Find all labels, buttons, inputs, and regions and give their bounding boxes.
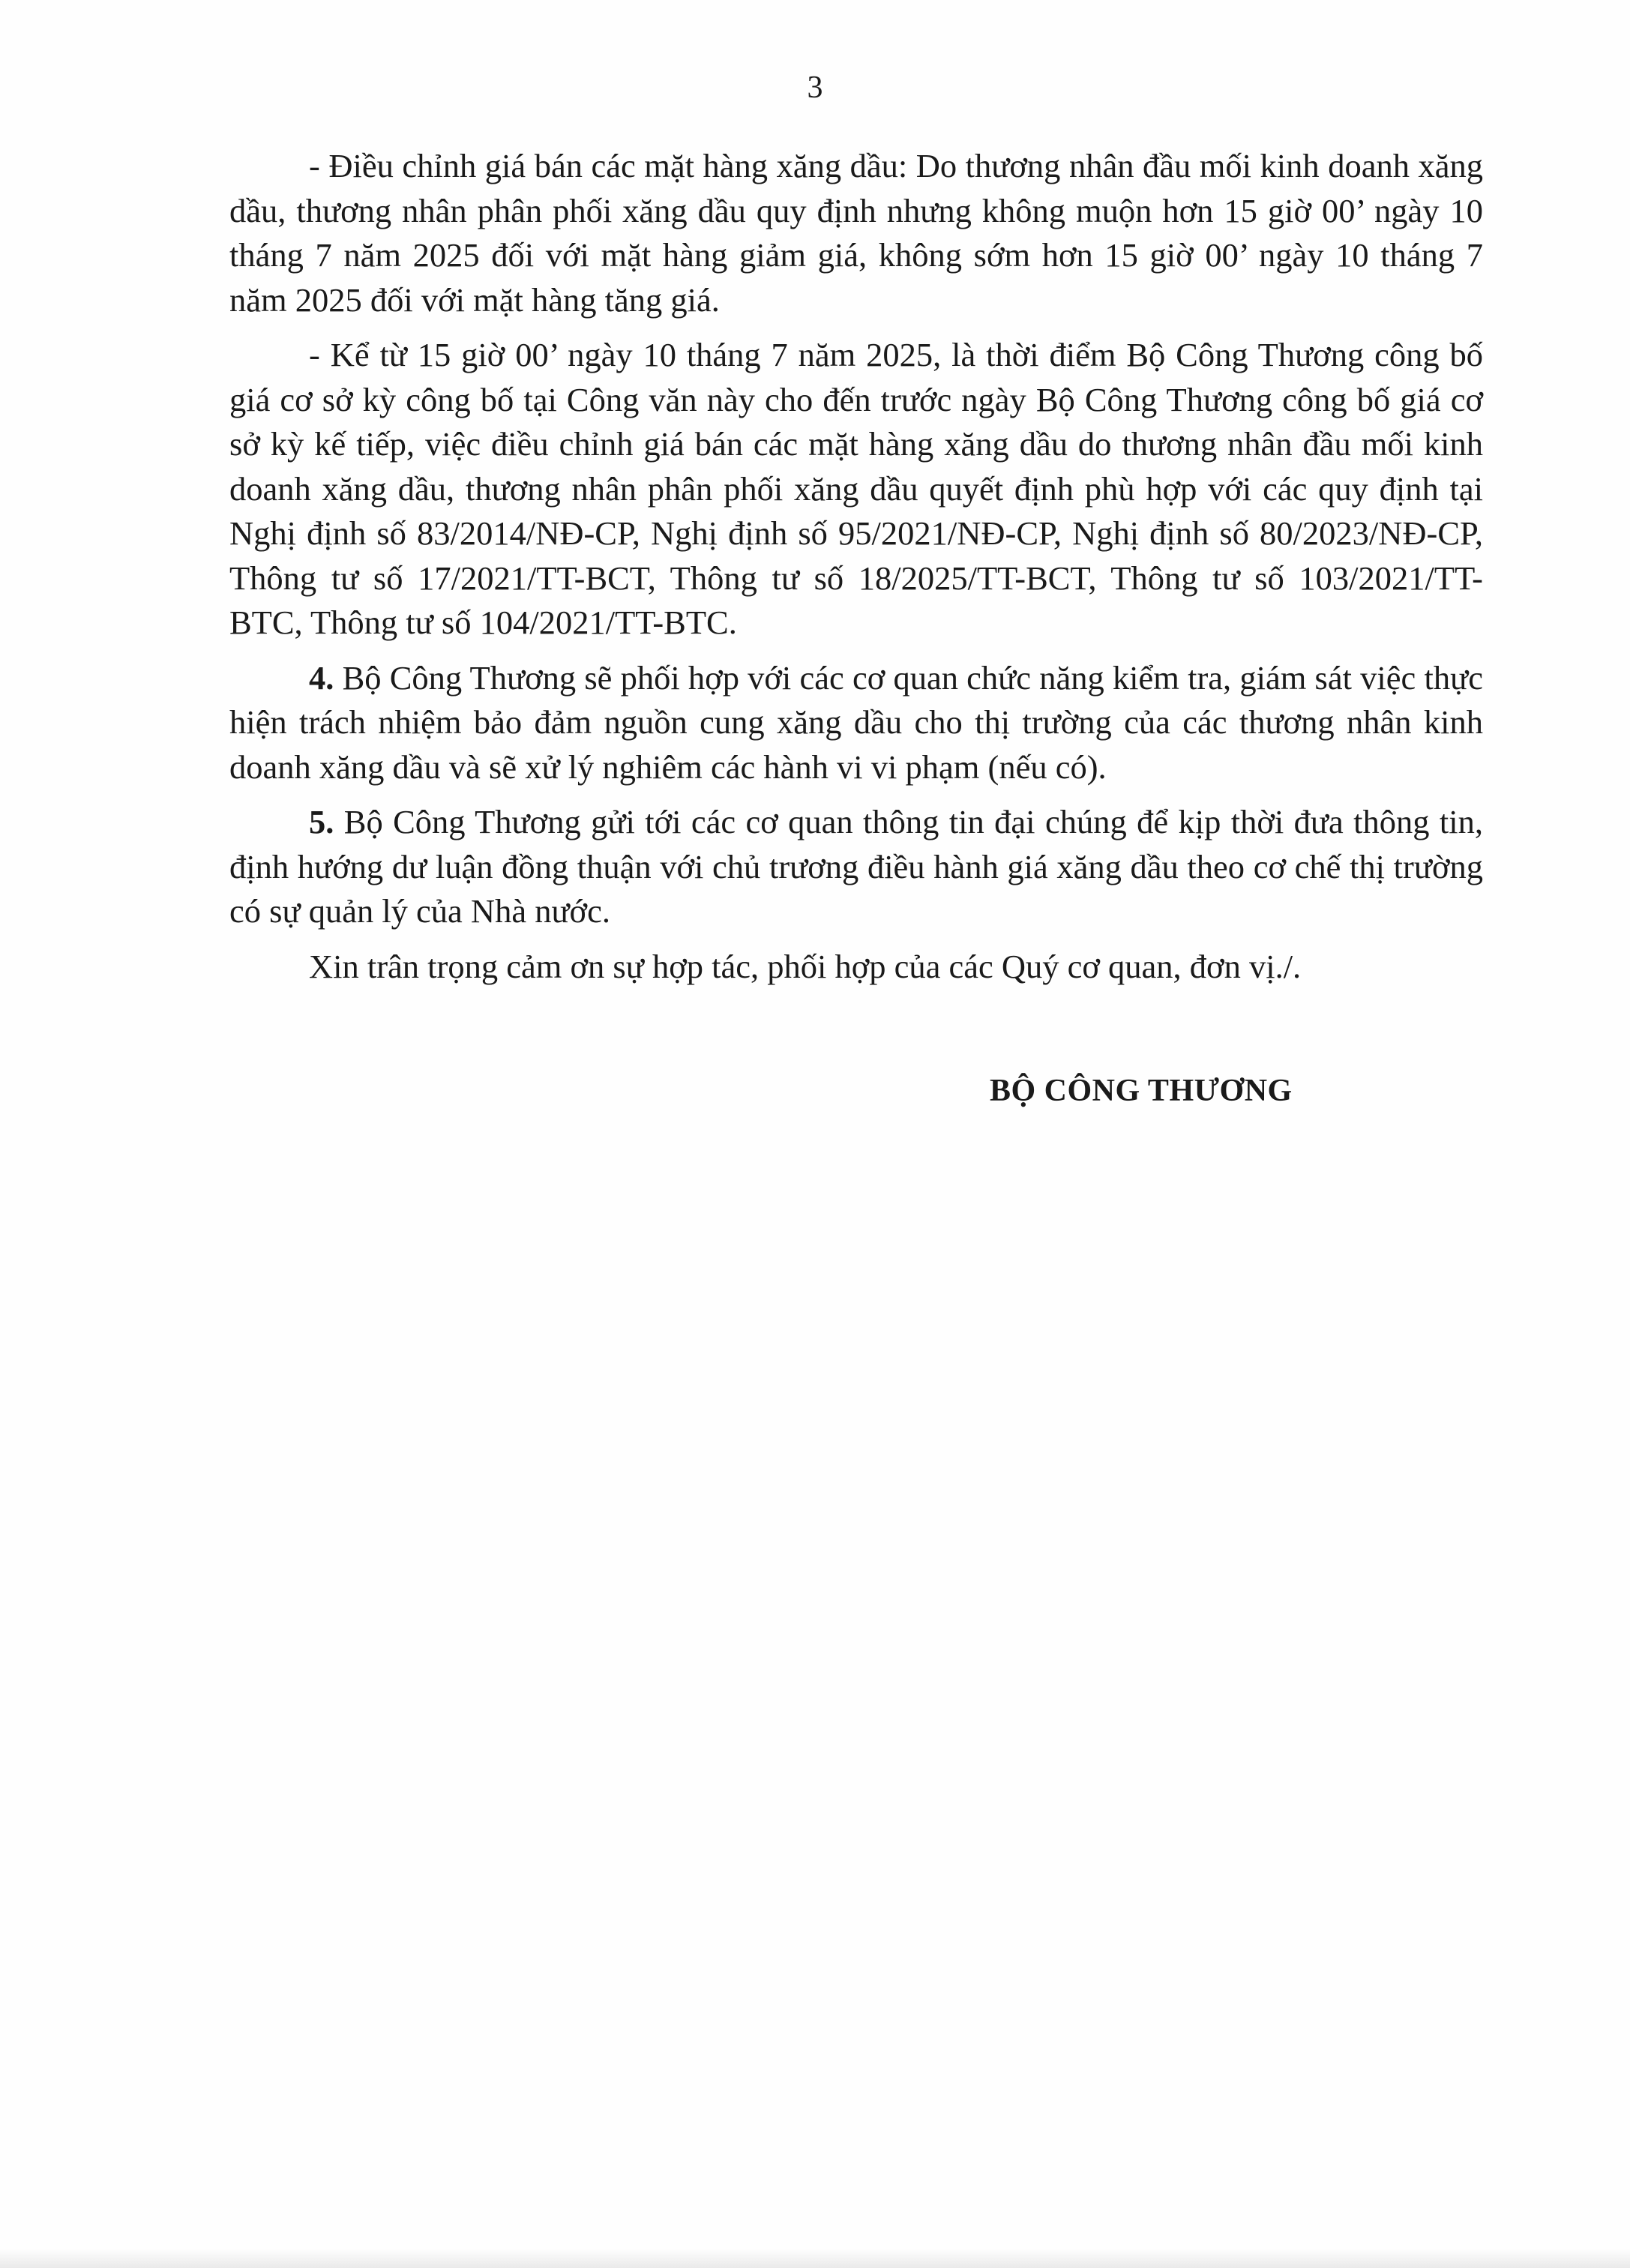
paragraph-text: - Kể từ 15 giờ 00’ ngày 10 tháng 7 năm 2025, là thời điểm Bộ Công Thương công bố giá cơ sở kỳ công bố tại Công văn này cho đến trước ngày Bộ Công Thương công bố giá cơ sở kỳ kế tiếp, việc điều chỉnh giá bán các mặt hàng xăng dầu do thương nhân đầu mối kinh doanh xăng dầu, thương nhân phân phối xăng dầu quyết định phù hợp với các quy định tại Nghị định số 83/2014/NĐ-CP, Nghị định số 95/2021/NĐ-CP, Nghị định số 80/2023/NĐ-CP, Thông tư số 17/2021/TT-BCT, Thông tư số 18/2025/TT-BCT, Thông tư số 103/2021/TT-BTC, Thông tư số 104/2021/TT-BTC. xyxy=(229,336,1483,641)
paragraph-text: - Điều chỉnh giá bán các mặt hàng xăng dầu: Do thương nhân đầu mối kinh doanh xăng dầu, thương nhân phân phối xăng dầu quy định nhưng không muộn hơn 15 giờ 00’ ngày 10 tháng 7 năm 2025 đối với mặt hàng giảm giá, không sớm hơn 15 giờ 00’ ngày 10 tháng 7 năm 2025 đối với mặt hàng tăng giá. xyxy=(229,147,1483,319)
paragraph-text: Xin trân trọng cảm ơn sự hợp tác, phối hợp của các Quý cơ quan, đơn vị./. xyxy=(309,947,1302,985)
item-number: 4. xyxy=(309,658,334,697)
paragraph-text: Bộ Công Thương sẽ phối hợp với các cơ quan chức năng kiểm tra, giám sát việc thực hiện trách nhiệm bảo đảm nguồn cung xăng dầu cho thị trường của các thương nhân kinh doanh xăng dầu và sẽ xử lý nghiêm các hành vi vi phạm (nếu có). xyxy=(229,658,1483,786)
item-number: 5. xyxy=(309,803,334,840)
paragraph-item-4 xyxy=(229,656,1483,790)
paragraph-from-time xyxy=(229,333,1483,646)
paragraph-text: Bộ Công Thương gửi tới các cơ quan thông tin đại chúng để kịp thời đưa thông tin, định hướng dư luận đồng thuận với chủ trương điều hành giá xăng dầu theo cơ chế thị trường có sự quản lý của Nhà nước. xyxy=(229,803,1483,930)
paragraph-closing xyxy=(229,945,1483,990)
scan-bottom-edge xyxy=(0,2249,1630,2268)
paragraph-price-adjustment xyxy=(229,144,1483,322)
signature-block: BỘ CÔNG THƯƠNG xyxy=(990,1074,1293,1108)
paragraph-item-5 xyxy=(229,800,1483,934)
document-body xyxy=(229,144,1483,999)
page-number: 3 xyxy=(807,70,823,105)
